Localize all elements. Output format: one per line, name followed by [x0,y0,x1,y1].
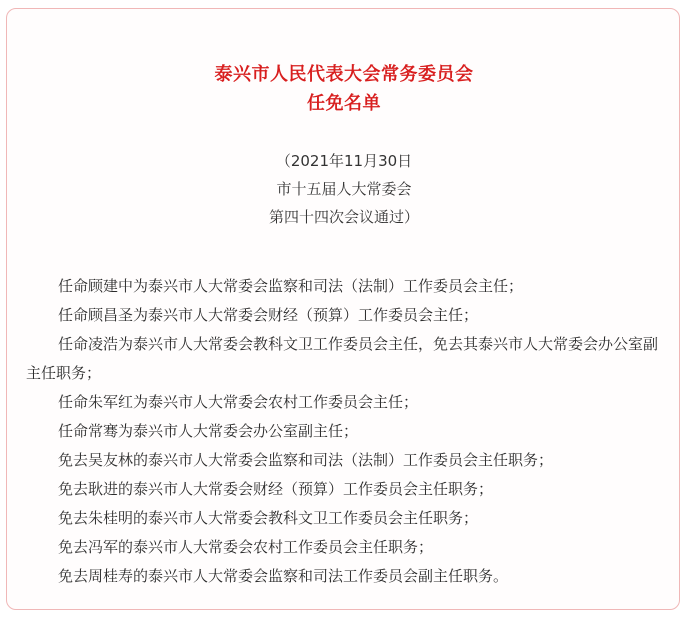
list-item: 任命顾昌圣为泰兴市人大常委会财经（预算）工作委员会主任； [58,306,479,324]
session-info [0,147,688,231]
list-item: 免去周桂寿的泰兴市人大常委会监察和司法工作委员会副主任职务。 [58,567,509,585]
session-body: 市十五届人大常委会 [276,180,412,198]
list-item: 免去冯军的泰兴市人大常委会农村工作委员会主任职务； [58,538,434,556]
list-item: 免去吴友林的泰兴市人大常委会监察和司法（法制）工作委员会主任职务； [58,451,554,469]
title-line-1: 泰兴市人民代表大会常务委员会 [214,64,474,85]
session-date: （2021年11月30日 [275,152,413,170]
list-item: 免去朱桂明的泰兴市人大常委会教科文卫工作委员会主任职务； [58,509,479,527]
list-item: 任命常骞为泰兴市人大常委会办公室副主任； [58,422,359,440]
list-item: 任命顾建中为泰兴市人大常委会监察和司法（法制）工作委员会主任； [58,277,524,295]
list-item: 任命凌浩为泰兴市人大常委会教科文卫工作委员会主任，免去其泰兴市人大常委会办公室副主任职务； [26,335,659,382]
document-title [0,60,688,118]
list-item: 免去耿进的泰兴市人大常委会财经（预算）工作委员会主任职务； [58,480,494,498]
list-item: 任命朱军红为泰兴市人大常委会农村工作委员会主任； [58,393,419,411]
appointment-list [26,272,666,591]
session-number: 第四十四次会议通过） [268,208,419,226]
title-line-2: 任免名单 [307,93,381,114]
